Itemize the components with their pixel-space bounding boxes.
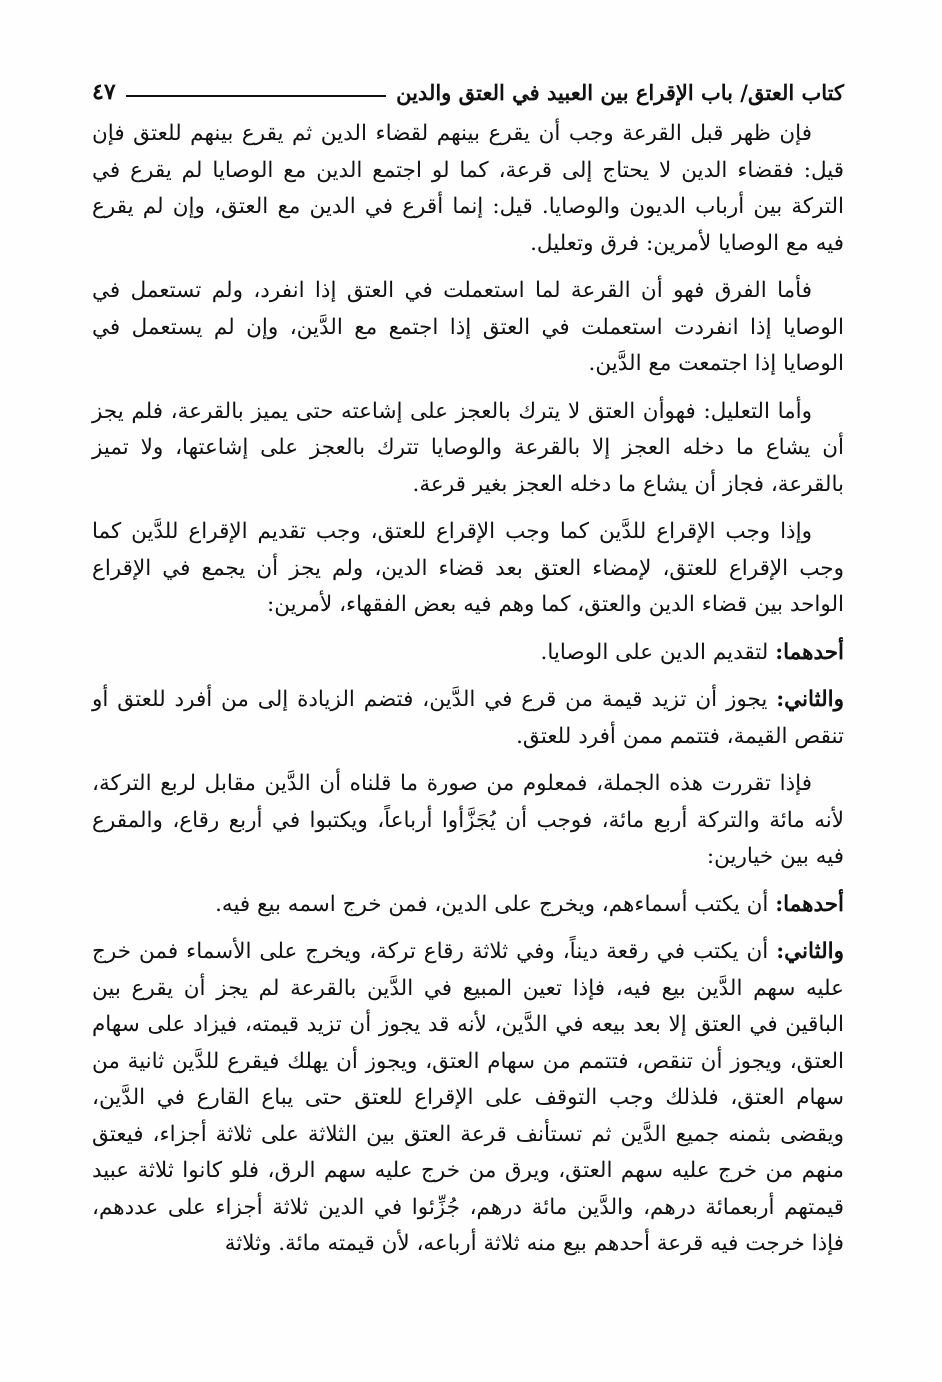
paragraph bbox=[92, 934, 844, 1263]
paragraph-text: يجوز أن تزيد قيمة من قرع في الدَّين، فتضم الزيادة إلى من أفرد للعتق أو تنقص القيمة، فتتمم ممن أفرد للعتق. bbox=[92, 687, 844, 749]
page-body bbox=[92, 116, 844, 1274]
paragraph bbox=[92, 766, 844, 876]
paragraph bbox=[92, 273, 844, 383]
header-title: كتاب العتق/ باب الإقراع بين العبيد في العتق والدين bbox=[396, 79, 844, 105]
paragraph bbox=[92, 514, 844, 624]
paragraph bbox=[92, 887, 844, 924]
paragraph-text: فأما الفرق فهو أن القرعة لما استعملت في العتق إذا انفرد، ولم تستعمل في الوصايا إذا انفردت استعملت في العتق إذا اجتمع مع الدَّين، وإن لم يستعمل في الوصايا إذا اجتمعت مع الدَّين. bbox=[92, 278, 844, 376]
paragraph-text: وإذا وجب الإقراع للدَّين كما وجب الإقراع للعتق، وجب تقديم الإقراع للدَّين كما وجب الإقراع للعتق، لإمضاء العتق بعد قضاء الدين، ولم يجز أن يجمع في الإقراع الواحد بين قضاء الدين والعتق، كما وهم فيه بعض الفقهاء، لأمرين: bbox=[92, 519, 844, 617]
paragraph-lead: أحدهما: bbox=[775, 891, 844, 917]
running-header bbox=[92, 72, 844, 112]
paragraph-text: فإذا تقررت هذه الجملة، فمعلوم من صورة ما قلناه أن الدَّين مقابل لربع التركة، لأنه مائة والتركة أربع مائة، فوجب أن يُجَزَّأوا أرباعاً، ويكتبوا في أربع رقاع، والمقرع فيه بين خيارين: bbox=[92, 771, 844, 869]
paragraph-lead: أحدهما: bbox=[775, 639, 844, 665]
paragraph bbox=[92, 116, 844, 262]
paragraph bbox=[92, 682, 844, 755]
paragraph-text: أن يكتب في رقعة ديناً، وفي ثلاثة رقاع تركة، ويخرج على الأسماء فمن خرج عليه سهم الدَّين بيع فيه، فإذا تعين المبيع في الدَّين بالقرعة لم يجز أن يقرع بين الباقين في العتق إلا بعد بيعه في الدَّين، لأنه قد يجوز أن تزيد قيمته، فيزاد على سهام العتق، ويجوز أن تنقص، فتتمم من سهام العتق، ويجوز أن يهلك فيقرع للدَّين ثانية من سهام العتق، فلذلك وجب التوقف على الإقراع للعتق حتى يباع القارع في الدَّين، ويقضى بثمنه جميع الدَّين ثم تستأنف قرعة العتق بين الثلاثة على ثلاثة أجزاء، فيعتق منهم من خرج عليه سهم العتق، ويرق من خرج عليه سهم الرق، فلو كانوا ثلاثة عبيد قيمتهم أربعمائة درهم، والدَّين مائة درهم، جُزِّئوا في الدين ثلاثة أجزاء على عددهم، فإذا خرجت فيه قرعة أحدهم بيع منه ثلاثة أرباعه، لأن قيمته مائة. وثلاثة bbox=[92, 939, 844, 1256]
paragraph-lead: والثاني: bbox=[776, 687, 844, 712]
paragraph bbox=[92, 635, 844, 672]
paragraph-text: لتقديم الدين على الوصايا. bbox=[540, 639, 776, 665]
paragraph-text: أن يكتب أسماءهم، ويخرج على الدين، فمن خرج اسمه بيع فيه. bbox=[215, 891, 776, 917]
paragraph-text: فإن ظهر قبل القرعة وجب أن يقرع بينهم لقضاء الدين ثم يقرع بينهم للعتق فإن قيل: فقضاء الدين لا يحتاج إلى قرعة، كما لو اجتمع الدين مع الوصايا لم يقرع في التركة بين أرباب الديون والوصايا. قيل: إنما أقرع في الدين مع العتق، وإن لم يقرع فيه مع الوصايا لأمرين: فرق وتعليل. bbox=[92, 121, 844, 256]
paragraph bbox=[92, 394, 844, 504]
header-rule bbox=[126, 95, 386, 97]
paragraph-text: وأما التعليل: فهوأن العتق لا يترك بالعجز على إشاعته حتى يميز بالقرعة، فلم يجز أن يشاع ما دخله العجز إلا بالقرعة والوصايا تترك بالعجز على إشاعتها، ولا تميز بالقرعة، فجاز أن يشاع ما دخله العجز بغير قرعة. bbox=[92, 398, 844, 497]
paragraph-lead: والثاني: bbox=[776, 939, 844, 964]
page-number: ٤٧ bbox=[92, 79, 116, 105]
